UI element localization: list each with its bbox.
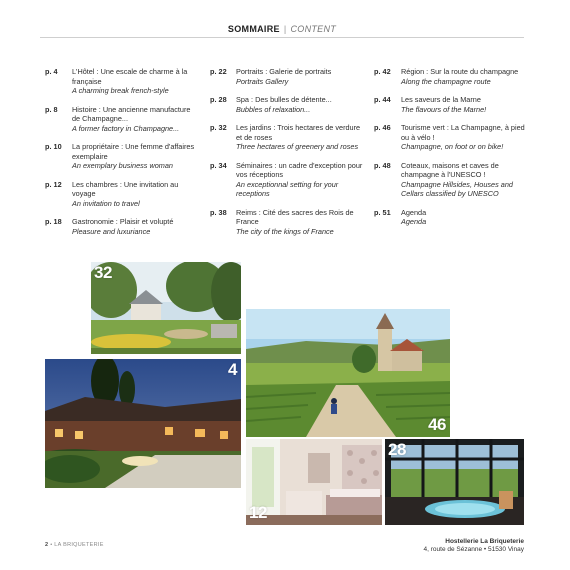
toc-entry[interactable] bbox=[374, 95, 534, 114]
toc-title: L'Hôtel : Une escale de charme à la française bbox=[72, 67, 188, 86]
toc-entry[interactable] bbox=[374, 67, 534, 86]
spa-photo[interactable] bbox=[385, 439, 524, 525]
village-photo[interactable] bbox=[246, 309, 450, 437]
toc-subtitle: The city of the kings of France bbox=[236, 226, 334, 236]
toc-page-number: p. 18 bbox=[45, 217, 62, 226]
toc-subtitle: The flavours of the Marne! bbox=[401, 104, 487, 114]
toc-subtitle: An exceptionnal setting for your receptions bbox=[236, 179, 339, 198]
toc-entry[interactable] bbox=[45, 142, 195, 171]
hotel-photo[interactable] bbox=[45, 359, 241, 488]
toc-entry[interactable] bbox=[210, 208, 365, 237]
toc-page-number: p. 10 bbox=[45, 142, 62, 151]
toc-subtitle: Along the champagne route bbox=[401, 76, 491, 86]
toc-title: Histoire : Une ancienne manufacture de Champagne... bbox=[72, 104, 191, 123]
toc-page-number: p. 4 bbox=[45, 67, 58, 76]
toc-page-number: p. 48 bbox=[374, 160, 391, 170]
toc-entry[interactable] bbox=[45, 180, 195, 209]
toc-entry[interactable] bbox=[210, 123, 365, 152]
toc-page-number: p. 51 bbox=[374, 207, 391, 217]
toc-title: Les saveurs de la Marne bbox=[401, 95, 481, 104]
toc-title: Reims : Cité des sacres des Rois de France bbox=[236, 207, 354, 226]
toc-page-number: p. 34 bbox=[210, 160, 227, 170]
header-title: SOMMAIRE bbox=[227, 24, 280, 34]
header-subtitle: CONTENT bbox=[290, 24, 337, 34]
footer-page-number: 2 bbox=[45, 542, 49, 548]
toc-subtitle: An invitation to travel bbox=[72, 198, 140, 208]
village-photo-image bbox=[246, 309, 450, 437]
toc-subtitle: Champagne, on foot or on bike! bbox=[401, 142, 504, 151]
toc-entry[interactable] bbox=[374, 208, 534, 227]
footer-hotel-name: Hostellerie La Briqueterie bbox=[445, 538, 524, 545]
toc-column-2 bbox=[210, 67, 365, 245]
toc-title: Les jardins : Trois hectares de verdure et de roses bbox=[236, 123, 361, 142]
room-photo[interactable] bbox=[246, 439, 382, 525]
spa-page-badge: 28 bbox=[388, 440, 406, 459]
toc-subtitle: An exemplary business woman bbox=[72, 161, 173, 170]
toc-entry[interactable] bbox=[374, 161, 534, 199]
toc-column-3 bbox=[374, 67, 534, 236]
header-rule bbox=[40, 37, 524, 38]
toc-entry[interactable] bbox=[45, 217, 195, 236]
toc-page-number: p. 8 bbox=[45, 104, 58, 114]
toc-subtitle: Agenda bbox=[401, 217, 427, 226]
toc-page-number: p. 12 bbox=[45, 179, 62, 189]
toc-entry[interactable] bbox=[210, 95, 365, 114]
footer-section: LA BRIQUETERIE bbox=[54, 542, 104, 548]
toc-entry[interactable] bbox=[45, 105, 195, 134]
toc-entry[interactable] bbox=[374, 123, 534, 152]
garden-photo[interactable] bbox=[91, 262, 241, 354]
footer-address: 4, route de Sézanne • 51530 Vinay bbox=[423, 546, 524, 553]
toc-page-number: p. 46 bbox=[374, 123, 391, 132]
toc-subtitle: Portraits Gallery bbox=[236, 76, 289, 86]
page-footer-left bbox=[45, 542, 104, 548]
toc-column-1 bbox=[45, 67, 195, 245]
hotel-page-badge: 4 bbox=[228, 360, 237, 379]
toc-title: Les chambres : Une invitation au voyage bbox=[72, 179, 179, 198]
footer-bullet: • bbox=[50, 542, 53, 548]
toc-title: La propriétaire : Une femme d'affaires exemplaire bbox=[72, 142, 195, 161]
toc-entry[interactable] bbox=[210, 67, 365, 86]
toc-subtitle: A charming break french-style bbox=[72, 86, 169, 95]
toc-subtitle: Pleasure and luxuriance bbox=[72, 226, 151, 236]
toc-title: Agenda bbox=[401, 207, 427, 217]
toc-title: Séminaires : un cadre d'exception pour vos réceptions bbox=[236, 160, 363, 179]
page-footer-address bbox=[424, 538, 524, 554]
toc-subtitle: A former factory in Champagne... bbox=[72, 123, 180, 133]
toc-subtitle: Three hectares of greenery and roses bbox=[236, 142, 359, 151]
room-page-badge: 12 bbox=[249, 503, 267, 522]
toc-entry[interactable] bbox=[210, 161, 365, 199]
page-header bbox=[40, 24, 524, 34]
header-separator: | bbox=[283, 24, 287, 34]
toc-title: Région : Sur la route du champagne bbox=[401, 67, 519, 76]
toc-page-number: p. 38 bbox=[210, 207, 227, 217]
toc-page-number: p. 44 bbox=[374, 95, 391, 104]
village-page-badge: 46 bbox=[428, 415, 446, 434]
toc-title: Portraits : Galerie de portraits bbox=[236, 67, 332, 76]
toc-page-number: p. 22 bbox=[210, 67, 227, 76]
garden-photo-image bbox=[91, 262, 241, 354]
toc-page-number: p. 42 bbox=[374, 67, 391, 76]
toc-subtitle: Bubbles of relaxation... bbox=[236, 104, 311, 114]
toc-entry[interactable] bbox=[45, 67, 195, 96]
toc-title: Coteaux, maisons et caves de champagne à l'UNESCO ! bbox=[401, 160, 499, 179]
toc-title: Gastronomie : Plaisir et volupté bbox=[72, 217, 174, 226]
toc-page-number: p. 32 bbox=[210, 123, 227, 132]
toc-page-number: p. 28 bbox=[210, 95, 227, 104]
garden-page-badge: 32 bbox=[94, 263, 112, 282]
toc-title: Spa : Des bulles de détente... bbox=[236, 95, 332, 104]
toc-title: Tourisme vert : La Champagne, à pied ou à vélo ! bbox=[401, 123, 525, 142]
toc-subtitle: Champagne Hillsides, Houses and Cellars classified by UNESCO bbox=[401, 179, 513, 198]
hotel-photo-image bbox=[45, 359, 241, 488]
